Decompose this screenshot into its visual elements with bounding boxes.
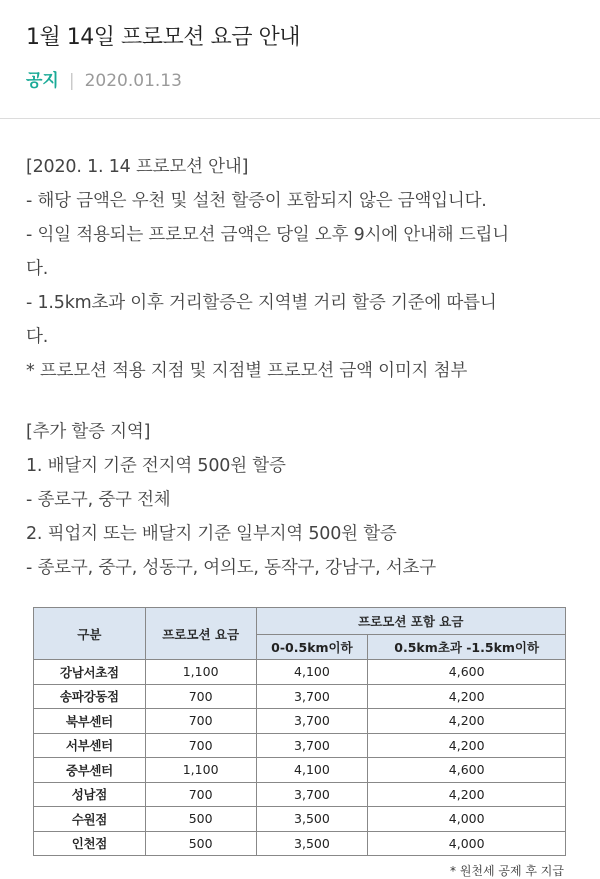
body-line: - 해당 금액은 우천 및 설천 할증이 포함되지 않은 금액입니다. [26,191,487,211]
promo-fee: 500 [145,831,256,856]
table-row [34,660,566,685]
table-row [34,782,566,807]
post-body [26,150,586,585]
post-title: 1월 14일 프로모션 요금 안내 [26,25,300,50]
body-line: [2020. 1. 14 프로모션 안내] [26,157,249,177]
promo-fee: 500 [145,807,256,832]
fee-range-1: 3,700 [256,782,368,807]
extra-line: - 종로구, 중구 전체 [26,490,171,510]
fee-range-1: 4,100 [256,758,368,783]
table-row [34,758,566,783]
header-promo-fee: 프로모션 요금 [145,608,256,660]
promo-fee-table-image [33,607,566,879]
branch-name: 송파강동점 [34,684,146,709]
table-row [34,831,566,856]
promo-fee-table [33,607,566,856]
branch-name: 중부센터 [34,758,146,783]
post-header [0,0,600,119]
fee-range-1: 3,500 [256,831,368,856]
post-category[interactable]: 공지 [26,71,59,91]
body-line: 다. [26,259,49,279]
table-row [34,733,566,758]
fee-range-2: 4,200 [368,709,566,734]
promo-fee: 700 [145,782,256,807]
table-footnote: * 원천세 공제 후 지급 [450,864,564,878]
table-row [34,709,566,734]
promo-fee: 700 [145,709,256,734]
paragraph-gap [26,388,586,415]
fee-range-1: 3,500 [256,807,368,832]
promo-fee: 700 [145,684,256,709]
promo-fee: 700 [145,733,256,758]
extra-line: - 종로구, 중구, 성동구, 여의도, 동작구, 강남구, 서초구 [26,558,436,578]
fee-range-2: 4,600 [368,758,566,783]
fee-range-2: 4,200 [368,733,566,758]
branch-name: 성남점 [34,782,146,807]
fee-range-1: 4,100 [256,660,368,685]
fee-range-2: 4,000 [368,831,566,856]
post-meta [26,66,182,91]
branch-name: 북부센터 [34,709,146,734]
promo-fee: 1,100 [145,758,256,783]
body-line: - 익일 적용되는 프로모션 금액은 당일 오후 9시에 안내해 드립니 [26,225,509,245]
body-line: - 1.5km초과 이후 거리할증은 지역별 거리 할증 기준에 따릅니 [26,293,497,313]
branch-name: 인천점 [34,831,146,856]
fee-range-1: 3,700 [256,709,368,734]
fee-range-1: 3,700 [256,684,368,709]
header-range-2: 0.5km초과 -1.5km이하 [368,635,566,660]
table-row [34,684,566,709]
branch-name: 서부센터 [34,733,146,758]
branch-name: 수원점 [34,807,146,832]
fee-range-2: 4,000 [368,807,566,832]
fee-range-2: 4,600 [368,660,566,685]
header-division: 구분 [34,608,146,660]
post-date: 2020.01.13 [84,71,182,91]
extra-line: 1. 배달지 기준 전지역 500원 할증 [26,456,286,476]
fee-range-2: 4,200 [368,684,566,709]
table-row [34,807,566,832]
branch-name: 강남서초점 [34,660,146,685]
body-line: * 프로모션 적용 지점 및 지점별 프로모션 금액 이미지 첨부 [26,361,468,381]
header-range-1: 0-0.5km이하 [256,635,368,660]
meta-separator: | [68,71,75,91]
promo-fee: 1,100 [145,660,256,685]
extra-line: 2. 픽업지 또는 배달지 기준 일부지역 500원 할증 [26,524,397,544]
header-included-fee: 프로모션 포함 요금 [256,608,565,635]
fee-range-2: 4,200 [368,782,566,807]
fee-range-1: 3,700 [256,733,368,758]
extra-line: [추가 할증 지역] [26,422,151,442]
body-line: 다. [26,327,49,347]
